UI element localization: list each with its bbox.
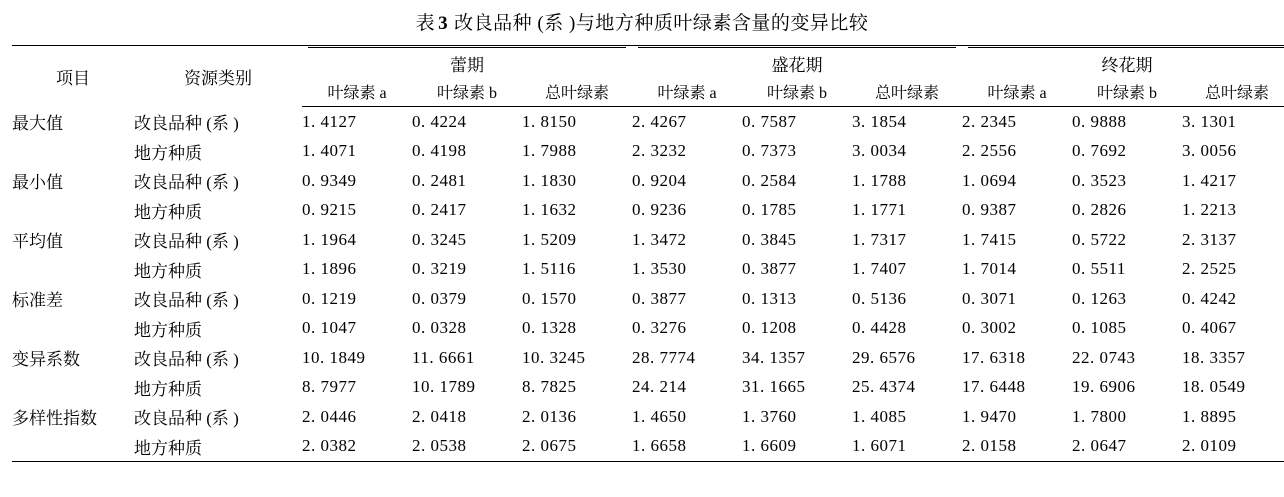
cell-value: 2. 0538: [412, 432, 522, 462]
cell-value: 0. 3245: [412, 229, 467, 249]
cell-value: 0. 7692: [1072, 141, 1127, 161]
header-row-groups: [12, 46, 1284, 77]
cell-value: 1. 1788: [852, 170, 907, 190]
header-group-2: [962, 46, 1284, 77]
header-item: 项目: [12, 46, 134, 107]
cell-value: 1. 4085: [852, 406, 907, 426]
row-category: 地方种质: [134, 432, 302, 462]
row-item: [12, 255, 134, 285]
row-category: 地方种质: [134, 379, 202, 399]
cell-value: 2. 0647: [1072, 432, 1182, 462]
row-item: [12, 314, 134, 344]
cell-value: 0. 0328: [412, 318, 467, 338]
table-caption: [12, 0, 1272, 45]
table-row: [12, 137, 1284, 167]
row-item: [12, 373, 134, 403]
cell-value: 25. 4374: [852, 377, 916, 397]
cell-value: 31. 1665: [742, 377, 806, 397]
cell-value: 1. 7317: [852, 229, 907, 249]
cell-value: 3. 0056: [1182, 141, 1237, 161]
cell-value: 0. 3523: [1072, 170, 1127, 190]
cell-value: 1. 2213: [1182, 200, 1237, 220]
cell-value: 0. 3002: [962, 318, 1017, 338]
cell-value: 2. 2525: [1182, 259, 1237, 279]
cell-value: 1. 6658: [632, 432, 742, 462]
header-group-1: [632, 46, 962, 77]
cell-value: 1. 1896: [302, 259, 357, 279]
row-category: 改良品种 (系 ): [134, 409, 239, 429]
cell-value: 3. 1301: [1182, 111, 1237, 131]
caption-text: 改良品种 (系 )与地方种质叶绿素含量的变异比较: [454, 13, 869, 34]
cell-value: 1. 1830: [522, 170, 577, 190]
cell-value: 1. 1771: [852, 200, 907, 220]
cell-value: 18. 3357: [1182, 347, 1246, 367]
row-category: 改良品种 (系 ): [134, 232, 239, 252]
cell-value: 0. 9888: [1072, 111, 1127, 131]
cell-value: 10. 3245: [522, 347, 586, 367]
group-rule-1: [638, 47, 956, 48]
cell-value: 2. 3137: [1182, 229, 1237, 249]
cell-value: 19. 6906: [1072, 377, 1136, 397]
row-category: 地方种质: [134, 202, 202, 222]
cell-value: 1. 1964: [302, 229, 357, 249]
row-item: 变异系数: [12, 350, 80, 370]
row-category: 改良品种 (系 ): [134, 350, 239, 370]
cell-value: 24. 214: [632, 377, 687, 397]
row-item: [12, 137, 134, 167]
row-item: 标准差: [12, 291, 63, 311]
row-item: 平均值: [12, 232, 63, 252]
cell-value: 8. 7825: [522, 377, 577, 397]
cell-value: 2. 0675: [522, 432, 632, 462]
row-category: 改良品种 (系 ): [134, 173, 239, 193]
group-rule-2: [968, 47, 1284, 48]
cell-value: 0. 9236: [632, 200, 687, 220]
cell-value: 10. 1849: [302, 347, 366, 367]
header-sub-2-0: 叶绿素 a: [962, 76, 1072, 107]
cell-value: 1. 1632: [522, 200, 577, 220]
row-category: 改良品种 (系 ): [134, 291, 239, 311]
cell-value: 2. 4267: [632, 111, 687, 131]
row-item: [12, 196, 134, 226]
cell-value: 1. 4127: [302, 111, 357, 131]
cell-value: 3. 0034: [852, 141, 907, 161]
cell-value: 0. 2826: [1072, 200, 1127, 220]
cell-value: 34. 1357: [742, 347, 806, 367]
cell-value: 0. 3877: [632, 288, 687, 308]
header-group-label-1: 盛花期: [771, 55, 823, 75]
cell-value: 0. 4067: [1182, 318, 1237, 338]
table-body: [12, 107, 1284, 462]
cell-value: 0. 1328: [522, 318, 577, 338]
cell-value: 18. 0549: [1182, 377, 1246, 397]
cell-value: 1. 6609: [742, 432, 852, 462]
row-category: 地方种质: [134, 143, 202, 163]
table-row: [12, 402, 1284, 432]
table-row: [12, 314, 1284, 344]
cell-value: 0. 9215: [302, 200, 357, 220]
cell-value: 0. 3845: [742, 229, 797, 249]
cell-value: 1. 7415: [962, 229, 1017, 249]
cell-value: 2. 0382: [302, 432, 412, 462]
header-category: 资源类别: [134, 46, 302, 107]
cell-value: 0. 2417: [412, 200, 467, 220]
row-category: 改良品种 (系 ): [134, 114, 239, 133]
cell-value: 0. 0379: [412, 288, 467, 308]
header-group-label-2: 终花期: [1101, 55, 1153, 75]
cell-value: 1. 4071: [302, 141, 357, 161]
cell-value: 0. 2584: [742, 170, 797, 190]
cell-value: 0. 4428: [852, 318, 907, 338]
header-sub-2-1: 叶绿素 b: [1072, 76, 1182, 107]
cell-value: 0. 4242: [1182, 288, 1237, 308]
table-row: [12, 107, 1284, 137]
cell-value: 0. 1047: [302, 318, 357, 338]
header-sub-1-1: 叶绿素 b: [742, 76, 852, 107]
header-sub-2-2: 总叶绿素: [1182, 76, 1284, 107]
row-category: 地方种质: [134, 320, 202, 340]
cell-value: 2. 0158: [962, 432, 1072, 462]
table-row: [12, 166, 1284, 196]
cell-value: 0. 1570: [522, 288, 577, 308]
cell-value: 1. 8895: [1182, 406, 1237, 426]
cell-value: 1. 7407: [852, 259, 907, 279]
cell-value: 0. 1085: [1072, 318, 1127, 338]
cell-value: 0. 9349: [302, 170, 357, 190]
cell-value: 1. 3760: [742, 406, 797, 426]
cell-value: 0. 4224: [412, 111, 467, 131]
cell-value: 3. 1854: [852, 111, 907, 131]
cell-value: 0. 3877: [742, 259, 797, 279]
table-head: [12, 46, 1284, 107]
cell-value: 0. 2481: [412, 170, 467, 190]
cell-value: 0. 1313: [742, 288, 797, 308]
cell-value: 1. 4217: [1182, 170, 1237, 190]
cell-value: 0. 9204: [632, 170, 687, 190]
cell-value: 1. 3530: [632, 259, 687, 279]
cell-value: 1. 5209: [522, 229, 577, 249]
cell-value: 1. 7988: [522, 141, 577, 161]
row-item: [12, 432, 134, 462]
header-sub-1-2: 总叶绿素: [852, 76, 962, 107]
group-rule-0: [308, 47, 626, 48]
cell-value: 0. 7373: [742, 141, 797, 161]
cell-value: 17. 6448: [962, 377, 1026, 397]
caption-label: 表: [415, 13, 436, 34]
header-sub-0-0: 叶绿素 a: [302, 76, 412, 107]
header-group-0: [302, 46, 632, 77]
cell-value: 11. 6661: [412, 347, 475, 367]
chlorophyll-variation-table: [12, 45, 1284, 462]
cell-value: 0. 1785: [742, 200, 797, 220]
cell-value: 0. 1219: [302, 288, 357, 308]
cell-value: 1. 9470: [962, 406, 1017, 426]
cell-value: 1. 3472: [632, 229, 687, 249]
cell-value: 1. 5116: [522, 259, 576, 279]
cell-value: 28. 7774: [632, 347, 696, 367]
table-row: [12, 343, 1284, 373]
header-sub-1-0: 叶绿素 a: [632, 76, 742, 107]
cell-value: 8. 7977: [302, 377, 357, 397]
cell-value: 0. 9387: [962, 200, 1017, 220]
header-group-label-0: 蕾期: [450, 55, 484, 75]
cell-value: 0. 5511: [1072, 259, 1126, 279]
cell-value: 1. 7800: [1072, 406, 1127, 426]
cell-value: 0. 3219: [412, 259, 467, 279]
cell-value: 0. 1208: [742, 318, 797, 338]
cell-value: 0. 5136: [852, 288, 907, 308]
caption-number: 3: [438, 13, 449, 34]
cell-value: 2. 0418: [412, 406, 467, 426]
table-row: [12, 255, 1284, 285]
table-row: [12, 432, 1284, 462]
row-item: 多样性指数: [12, 409, 97, 429]
row-category: 地方种质: [134, 261, 202, 281]
cell-value: 29. 6576: [852, 347, 916, 367]
cell-value: 1. 7014: [962, 259, 1017, 279]
table-row: [12, 373, 1284, 403]
cell-value: 1. 0694: [962, 170, 1017, 190]
table-row: [12, 284, 1284, 314]
cell-value: 0. 3276: [632, 318, 687, 338]
cell-value: 2. 0446: [302, 406, 357, 426]
table-row: [12, 196, 1284, 226]
cell-value: 2. 0136: [522, 406, 577, 426]
table-row: [12, 225, 1284, 255]
row-item: 最大值: [12, 114, 63, 133]
cell-value: 22. 0743: [1072, 347, 1136, 367]
cell-value: 2. 3232: [632, 141, 687, 161]
cell-value: 2. 2345: [962, 111, 1017, 131]
cell-value: 0. 5722: [1072, 229, 1127, 249]
cell-value: 0. 7587: [742, 111, 797, 131]
cell-value: 1. 6071: [852, 432, 962, 462]
cell-value: 0. 3071: [962, 288, 1017, 308]
cell-value: 1. 4650: [632, 406, 687, 426]
cell-value: 1. 8150: [522, 111, 577, 131]
cell-value: 0. 1263: [1072, 288, 1127, 308]
cell-value: 2. 2556: [962, 141, 1017, 161]
cell-value: 17. 6318: [962, 347, 1026, 367]
header-sub-0-1: 叶绿素 b: [412, 76, 522, 107]
cell-value: 2. 0109: [1182, 432, 1284, 462]
header-sub-0-2: 总叶绿素: [522, 76, 632, 107]
cell-value: 0. 4198: [412, 141, 467, 161]
cell-value: 10. 1789: [412, 377, 476, 397]
row-item: 最小值: [12, 173, 63, 193]
